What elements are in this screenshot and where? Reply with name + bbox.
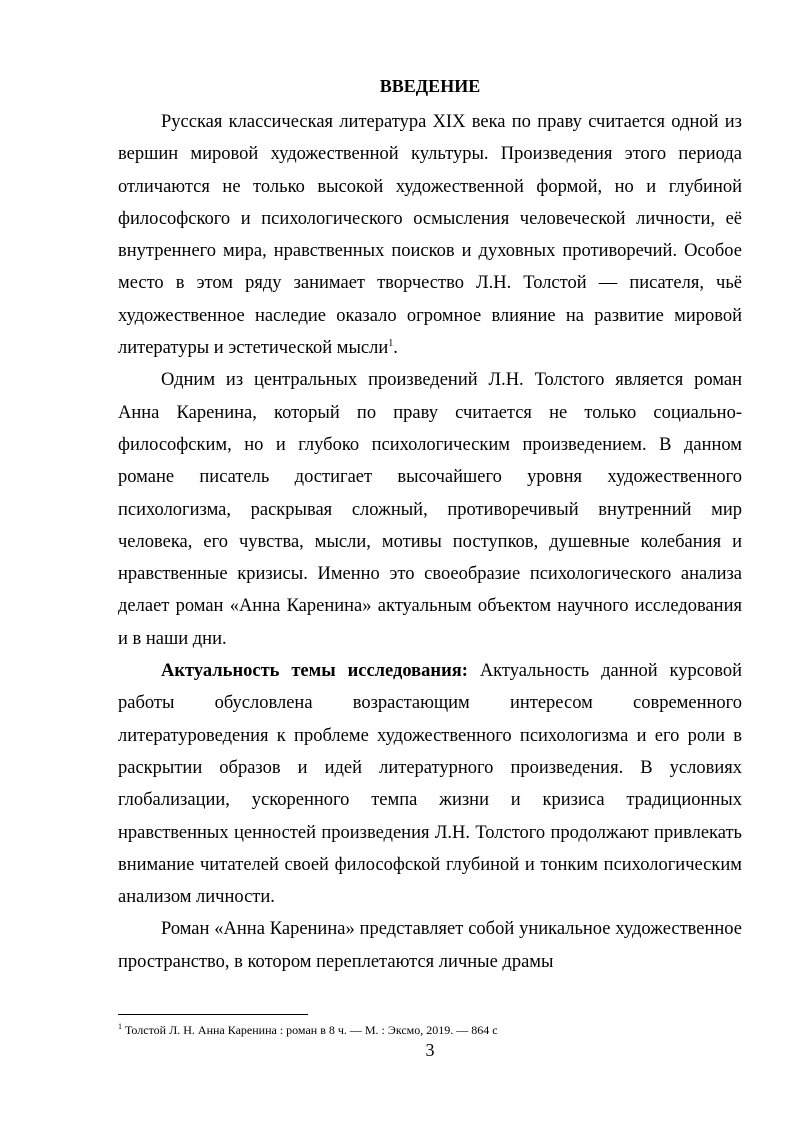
page-number: 3 (425, 1040, 435, 1060)
paragraph-relevance (118, 655, 742, 913)
section-heading: ВВЕДЕНИЕ (379, 76, 481, 96)
body-text (118, 106, 742, 978)
paragraph-novel (118, 364, 742, 655)
paragraph-novel-text: Одним из центральных произведений Л.Н. Толстого является роман Анна Каренина, который по праву считается не только социально-философским, но и глубоко психологическим произведением. В данном романе писатель достигает высочайшего уровня художественного психологизма, раскрывая сложный, противоречивый внутренний мир человека, его чувства, мысли, мотивы поступков, душевные колебания и нравственные кризисы. Именно это своеобразие психологического анализа делает роман «Анна Каренина» актуальным объектом научного исследования и в наши дни. (118, 370, 742, 649)
footnote-mark: 1 (118, 1022, 122, 1031)
footnote (118, 1022, 742, 1038)
paragraph-novel-space-text: Роман «Анна Каренина» представляет собой уникальное художественное пространство, в котором переплетаются личные драмы (118, 919, 742, 972)
footnote-reference[interactable]: 1 (388, 337, 394, 349)
paragraph-intro-text: Русская классическая литература XIX века по праву считается одной из вершин мировой художественной культуры. Произведения этого периода отличаются не только высокой художественной формой, но и глубиной философского и психологического осмысления человеческой личности, её внутреннего мира, нравственных поисков и духовных противоречий. Особое место в этом ряду занимает творчество Л.Н. Толстой — писателя, чьё художественное наследие оказало огромное влияние на развитие мировой литературы и эстетической мысли (118, 112, 742, 359)
paragraph-relevance-text: Актуальность данной курсовой работы обусловлена возрастающим интересом современного литературоведения к проблеме художественного психологизма и его роли в раскрытии образов и идей литературного произведения. В условиях глобализации, ускоренного темпа жизни и кризиса традиционных нравственных ценностей произведения Л.Н. Толстого продолжают привлекать внимание читателей своей философской глубиной и тонким психологическим анализом личности. (118, 661, 742, 908)
footnote-separator (118, 1014, 308, 1015)
paragraph-intro (118, 106, 742, 364)
paragraph-intro-tail: . (393, 338, 398, 359)
paragraph-relevance-lead: Актуальность темы исследования: (161, 661, 468, 682)
paragraph-novel-space (118, 913, 742, 978)
footnote-text: Толстой Л. Н. Анна Каренина : роман в 8 ч. — М. : Эксмо, 2019. — 864 с (122, 1023, 498, 1037)
